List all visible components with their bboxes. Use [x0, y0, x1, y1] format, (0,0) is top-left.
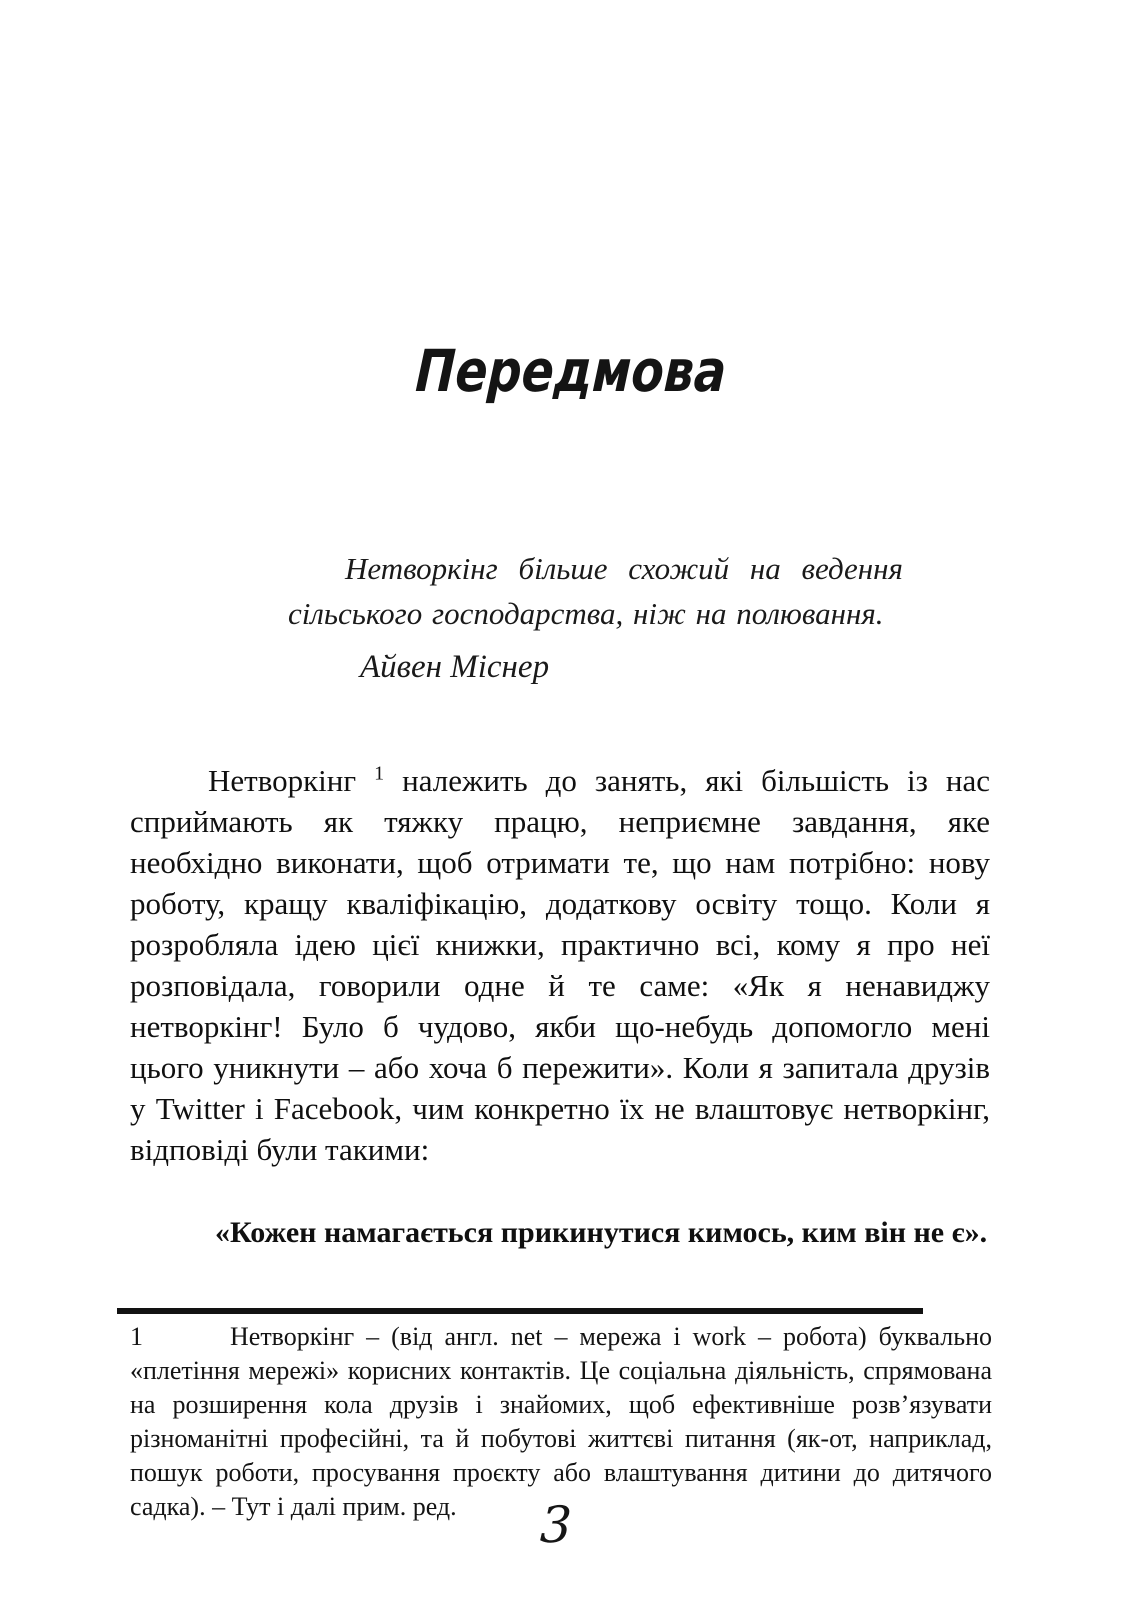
- body-lead-word: Нетворкінг: [208, 763, 357, 798]
- epigraph-line-1: Нетворкінг більше схожий на ведення: [345, 551, 903, 586]
- chapter-title: Передмова: [413, 337, 729, 405]
- footnote-text: Нетворкінг – (від англ. net – мережа і work – робота) буквально «плетіння мережі» корисних контактів. Це соціальна діяльність, спрямована на розширення кола друзів і знайомих, щоб ефективніше розв’язувати різноманітні професійні, та й побутові життєві питання (як-от, наприклад, пошук роботи, просування проєкту або влаштування дитини до дитячого садка). – Тут і далі прим. ред.: [130, 1322, 992, 1521]
- footnote-marker: 1: [130, 1322, 143, 1351]
- footnote-reference: 1: [374, 762, 385, 785]
- footnote: [130, 1320, 992, 1524]
- page-number: 3: [539, 1496, 573, 1554]
- epigraph: [288, 546, 908, 636]
- footnote-separator-rule: [117, 1308, 923, 1314]
- epigraph-attribution: Айвен Міснер: [360, 649, 550, 685]
- body-paragraph-text: належить до занять, які більшість із нас сприймають як тяжку працю, неприємне завдання, яке необхідно виконати, щоб отримати те, що нам потрібно: нову роботу, кращу кваліфікацію, додаткову освіту тощо. Коли я розробляла ідею цієї книжки, практично всі, кому я про неї розповідала, говорили одне й те саме: «Як я ненавиджу нетворкінг! Було б чудово, якби що-небудь допомогло мені цього уникнути – або хоча б пережити». Коли я запитала друзів у Twitter і Facebook, чим конкретно їх не влаштовує нетворкінг, відповіді були такими:: [130, 763, 990, 1167]
- body-quote: «Кожен намагається прикинутися кимось, ким він не є».: [215, 1216, 988, 1249]
- epigraph-line-2: сільського господарства, ніж на полювання.: [288, 596, 884, 631]
- body-paragraph: [130, 760, 990, 1170]
